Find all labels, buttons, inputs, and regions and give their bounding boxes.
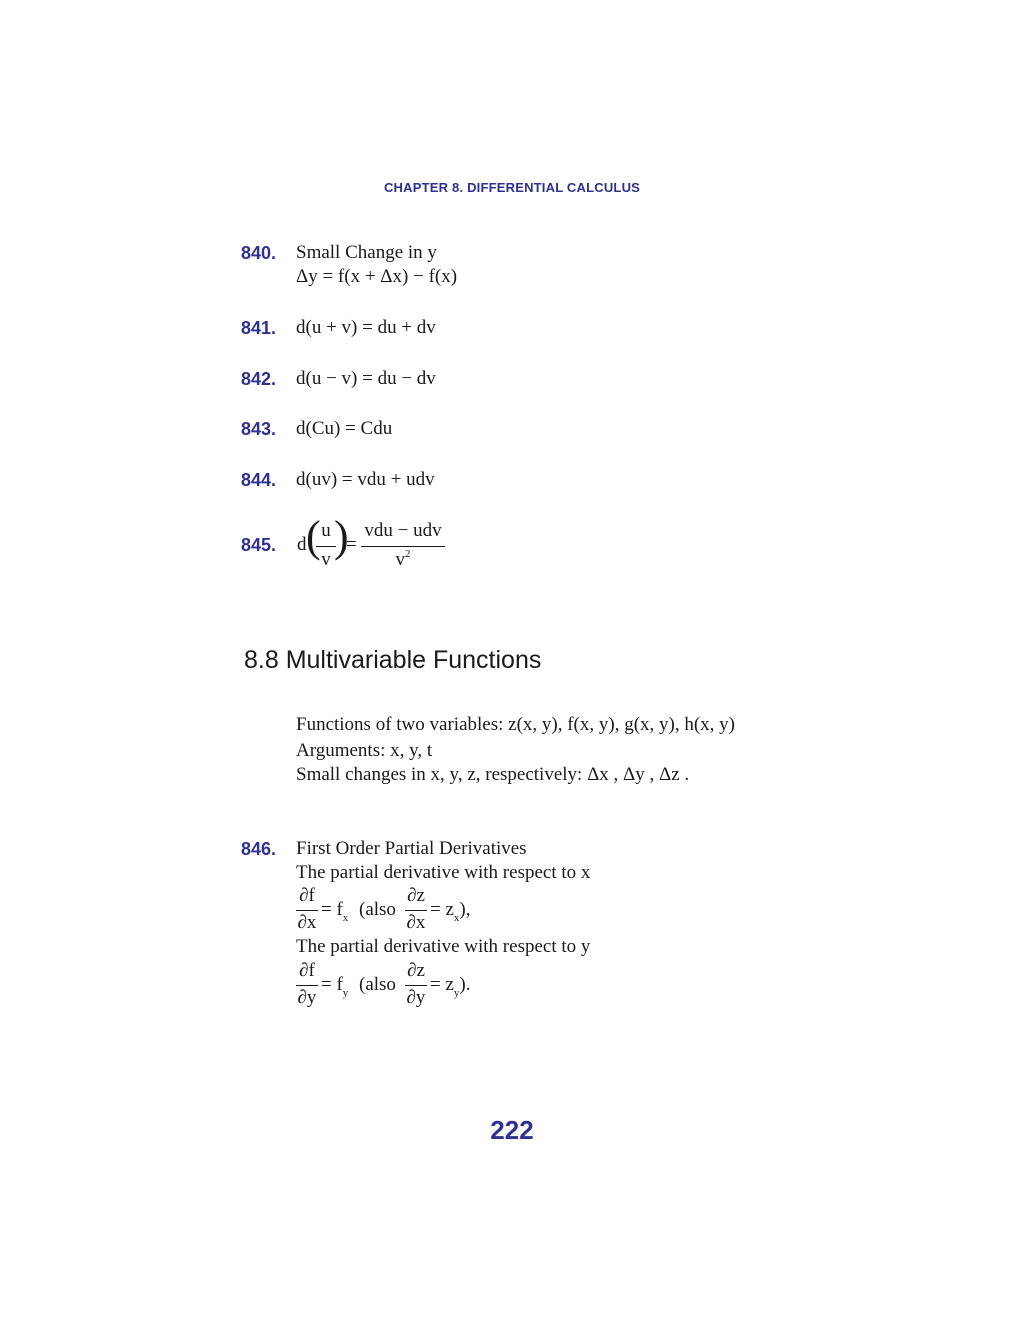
subscript-x: x (342, 912, 349, 924)
equals-z: = z (430, 899, 454, 920)
formula-845-d: d (297, 534, 307, 555)
fraction-bar (296, 985, 318, 986)
formula-number-846: 846. (241, 839, 277, 859)
fraction-bar (405, 910, 427, 911)
subscript-y: y (453, 987, 460, 999)
fy-value (321, 974, 349, 999)
close-paren-period: ). (459, 974, 471, 995)
zx-value (430, 899, 471, 924)
section-line-small-changes: Small changes in x, y, z, respectively: Δx , Δy , Δz . (296, 764, 690, 785)
dz-dy-fraction (405, 960, 427, 1010)
formula-number-844: 844. (241, 470, 277, 490)
subscript-y: y (342, 987, 349, 999)
fraction-denominator: ∂y (406, 987, 426, 1008)
subscript-x: x (453, 912, 460, 924)
df-dy-fraction (296, 960, 318, 1010)
fx-value (321, 899, 349, 924)
formula-840-expression: Δy = f(x + Δx) − f(x) (296, 266, 458, 287)
formula-841-expression: d(u + v) = du + dv (296, 317, 436, 338)
section-title: 8.8 Multivariable Functions (244, 646, 542, 674)
df-dx-fraction (296, 885, 318, 935)
fraction-bar (361, 546, 445, 547)
fraction-denominator (361, 549, 445, 571)
fraction-numerator: u (321, 520, 331, 541)
denominator-exponent: 2 (405, 548, 411, 560)
formula-845-rhs-fraction (361, 520, 445, 572)
formula-845-inner-fraction (316, 520, 336, 572)
close-paren-comma: ), (459, 899, 471, 920)
fraction-numerator: vdu − udv (364, 520, 442, 541)
fraction-numerator: ∂z (407, 960, 425, 981)
formula-number-841: 841. (241, 318, 277, 338)
fraction-bar (296, 910, 318, 911)
equals-f: = f (321, 974, 343, 995)
formula-843-expression: d(Cu) = Cdu (296, 418, 393, 439)
formula-846-title: First Order Partial Derivatives (296, 838, 527, 859)
fraction-denominator: v (321, 549, 331, 570)
left-paren-icon: ( (306, 512, 321, 561)
equals-f: = f (321, 899, 343, 920)
fraction-numerator: ∂z (407, 885, 425, 906)
fraction-denominator: ∂x (297, 912, 317, 933)
right-paren-icon: ) (334, 512, 349, 561)
formula-845-equals: = (346, 534, 357, 555)
partial-y-description: The partial derivative with respect to y (296, 936, 591, 957)
also-label: (also (359, 974, 396, 995)
formula-840-title: Small Change in y (296, 242, 437, 263)
zy-value (430, 974, 471, 999)
formula-number-842: 842. (241, 369, 277, 389)
fraction-numerator: ∂f (299, 885, 315, 906)
section-line-functions: Functions of two variables: z(x, y), f(x, y), g(x, y), h(x, y) (296, 714, 736, 735)
formula-number-845: 845. (241, 535, 277, 555)
fraction-denominator: ∂y (297, 987, 317, 1008)
formula-number-840: 840. (241, 243, 277, 263)
equals-z: = z (430, 974, 454, 995)
formula-844-expression: d(uv) = vdu + udv (296, 469, 435, 490)
denominator-base: v (395, 549, 405, 570)
also-label: (also (359, 899, 396, 920)
fraction-numerator: ∂f (299, 960, 315, 981)
partial-x-description: The partial derivative with respect to x (296, 862, 591, 883)
formula-842-expression: d(u − v) = du − dv (296, 368, 436, 389)
formula-number-843: 843. (241, 419, 277, 439)
dz-dx-fraction (405, 885, 427, 935)
fraction-denominator: ∂x (406, 912, 426, 933)
fraction-bar (405, 985, 427, 986)
section-line-arguments: Arguments: x, y, t (296, 740, 433, 761)
fraction-bar (316, 546, 336, 547)
chapter-header: CHAPTER 8. DIFFERENTIAL CALCULUS (383, 180, 641, 195)
page-number: 222 (490, 1115, 534, 1145)
